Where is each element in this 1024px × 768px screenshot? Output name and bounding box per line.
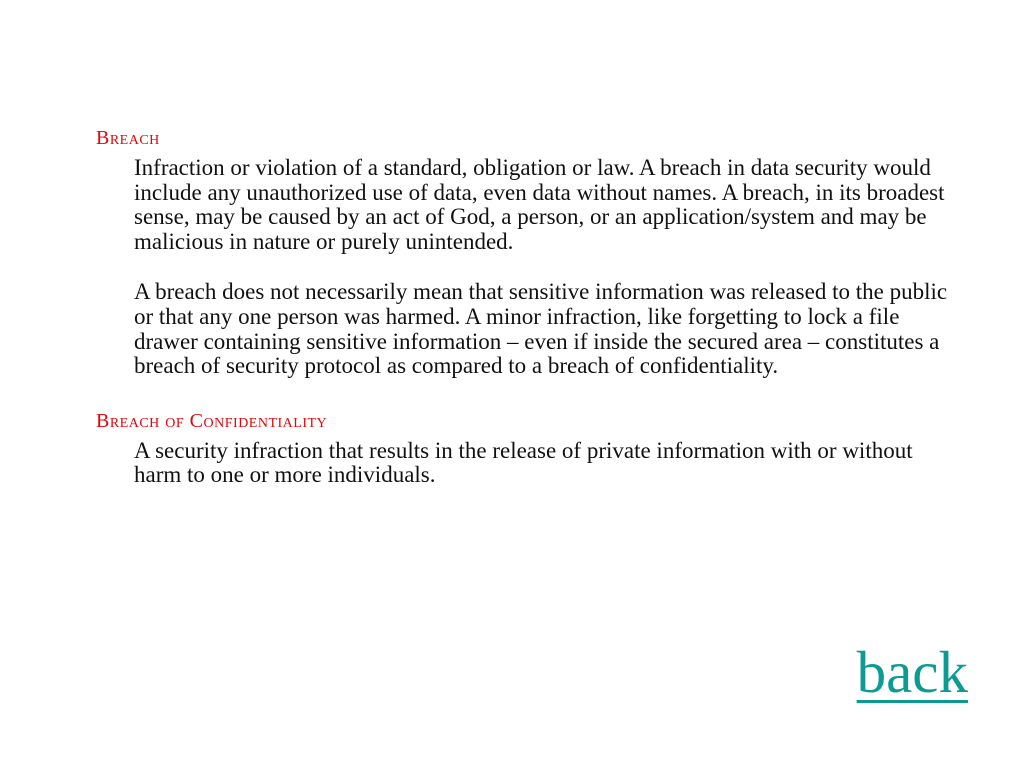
term-breach-of-confidentiality: Breach of Confidentiality [96,409,328,432]
definition-breach [134,156,954,379]
definition-breach-of-confidentiality [134,439,954,488]
back-link[interactable]: back [856,639,968,705]
definition-paragraph: A breach does not necessarily mean that sensitive information was released to the public or that any one person was harmed. A minor infraction, like forgetting to lock a file drawer containing sensitive information – even if inside the secured area – constitutes a breach of security protocol as compared to a breach of confidentiality. [134,279,948,379]
definition-paragraph: A security infraction that results in the release of private information with or without harm to one or more individuals. [134,437,913,488]
definition-paragraph: Infraction or violation of a standard, obligation or law. A breach in data security would include any unauthorized use of data, even data without names. A breach, in its broadest sense, may be caused by an act of God, a person, or an application/system and may be malicious in nature or purely unintended. [134,155,945,254]
definitions-content [96,124,956,514]
term-breach: Breach [96,127,160,149]
